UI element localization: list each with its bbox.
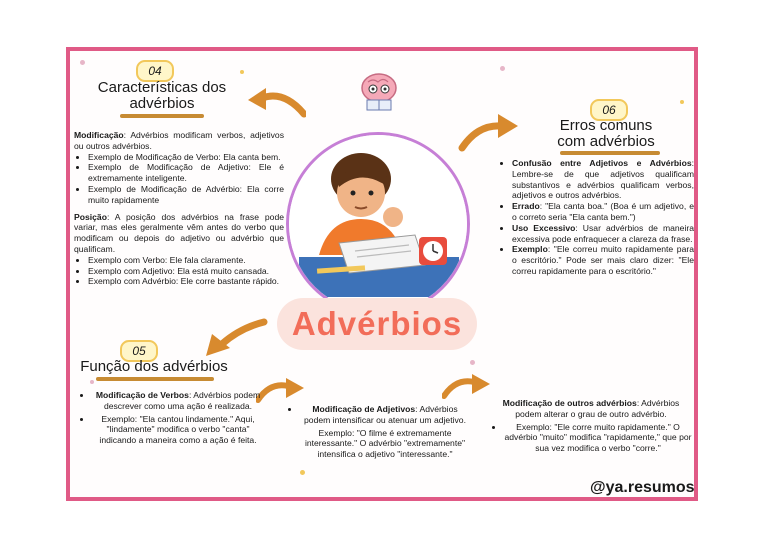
list-item bbox=[512, 244, 694, 276]
decor-dot bbox=[240, 70, 244, 74]
list-item: • Exemplo: "Ele corre muito rapidamente." O advérbio "muito" modifica "rapidamente," que por sua vez modifica o verbo "corre." bbox=[504, 422, 692, 454]
list-item bbox=[92, 390, 264, 412]
position-paragraph bbox=[74, 212, 284, 255]
col1-label: Modificação de Verbos bbox=[95, 390, 189, 400]
list-item: • Exemplo com Advérbio: Ele corre bastante rápido. bbox=[88, 276, 284, 287]
section-06-number: 06 bbox=[590, 99, 628, 121]
list-item: • Exemplo: "Ela cantou lindamente." Aqui, "lindamente" modifica o verbo "canta" indicando a maneira como a ação é feita. bbox=[92, 414, 264, 446]
modification-paragraph bbox=[74, 130, 284, 152]
section-06-body bbox=[498, 158, 694, 277]
error-text: : "Ele correu muito rapidamente para o escritório." Pode ser mais claro dizer: "Ele correu rapidamente para o escritório." bbox=[512, 244, 694, 276]
section-05-col3 bbox=[490, 398, 692, 454]
col3-text: : Advérbios podem alterar o grau de outro advérbio. bbox=[515, 398, 680, 419]
arrow-right-small-icon bbox=[442, 374, 492, 400]
section-05-col1 bbox=[78, 390, 264, 446]
verb-example-list bbox=[78, 414, 264, 446]
section-05-underline bbox=[96, 377, 214, 381]
section-04-title-line2: advérbios bbox=[129, 95, 195, 112]
col3-label: Modificação de outros advérbios bbox=[502, 398, 637, 408]
section-05-number: 05 bbox=[120, 340, 158, 362]
list-item: • Exemplo de Modificação de Adjetivo: Ele é extremamente inteligente. bbox=[88, 162, 284, 184]
error-text: : Lembre-se de que adjetivos qualificam substantivos e advérbios qualificam verbos, adjetivos e outros advérbios. bbox=[512, 158, 694, 201]
section-04-body bbox=[74, 130, 284, 287]
col2-label: Modificação de Adjetivos bbox=[312, 404, 416, 414]
list-item bbox=[512, 223, 694, 245]
arrow-right-icon bbox=[458, 112, 522, 152]
error-text: : Usar advérbios de maneira excessiva pode enfraquecer a clareza da frase. bbox=[512, 222, 694, 244]
modification-label: Modificação bbox=[74, 130, 124, 140]
section-06-underline bbox=[560, 151, 660, 155]
decor-dot bbox=[300, 470, 305, 475]
position-text: : A posição dos advérbios na frase pode variar, mas eles geralmente vêm antes do verbo que modificam ou depois do adjetivo ou advérbio que qualificam. bbox=[74, 211, 284, 254]
decor-dot bbox=[680, 100, 684, 104]
error-label: Exemplo bbox=[512, 244, 548, 255]
col1-text: : Advérbios podem descrever como uma ação é realizada. bbox=[103, 390, 261, 411]
arrow-down-left-icon bbox=[200, 318, 268, 360]
section-04-number: 04 bbox=[136, 60, 174, 82]
section-06-title-line2: com advérbios bbox=[557, 133, 655, 150]
list-item: Exemplo: "O filme é extremamente interessante." O advérbio "extremamente" intensifica o adjetivo "interessante." bbox=[304, 427, 466, 460]
arrow-left-icon bbox=[244, 84, 306, 120]
student-illustration bbox=[286, 132, 470, 316]
other-adverbs-paragraph bbox=[490, 398, 692, 420]
section-05-title: Função dos advérbios bbox=[80, 358, 228, 375]
list-item bbox=[300, 404, 470, 426]
section-06-title-line1: Erros comuns bbox=[559, 117, 653, 134]
brain-mascot-icon bbox=[356, 70, 402, 114]
section-05-col2 bbox=[286, 404, 470, 460]
list-item: • Exemplo com Adjetivo: Ela está muito cansada. bbox=[88, 266, 284, 277]
other-adverbs-example-list bbox=[490, 422, 692, 454]
section-04-title-line1: Características dos bbox=[97, 79, 227, 96]
list-item bbox=[512, 158, 694, 201]
section-04-underline bbox=[120, 114, 204, 118]
list-item bbox=[512, 201, 694, 223]
main-title: Advérbios bbox=[277, 298, 477, 350]
error-text: : "Ela canta boa." (Boa é um adjetivo, e o correto seria "Ela canta bem.") bbox=[512, 201, 694, 222]
decor-dot bbox=[80, 60, 85, 65]
modification-text: : Advérbios modificam verbos, adjetivos ou outros advérbios. bbox=[74, 130, 284, 151]
list-item: • Exemplo com Verbo: Ele fala claramente. bbox=[88, 255, 284, 266]
error-label: Uso Excessivo bbox=[512, 222, 576, 233]
decor-dot bbox=[90, 380, 94, 384]
author-handle: @ya.resumos bbox=[590, 479, 695, 496]
decor-dot bbox=[470, 360, 475, 365]
error-label: Confusão entre Adjetivos e Advérbios bbox=[512, 158, 692, 168]
position-label: Posição bbox=[74, 211, 107, 222]
decor-dot bbox=[500, 66, 505, 71]
adjective-example-list bbox=[286, 428, 470, 460]
modification-examples bbox=[74, 152, 284, 206]
list-item: • Exemplo de Modificação de Verbo: Ela canta bem. bbox=[88, 152, 284, 163]
col2-text: : Advérbios podem intensificar ou atenuar um adjetivo. bbox=[304, 404, 466, 425]
list-item: • Exemplo de Modificação de Advérbio: Ela corre muito rapidamente bbox=[88, 184, 284, 206]
adjective-modification-list bbox=[286, 404, 470, 426]
errors-list bbox=[498, 158, 694, 277]
position-examples bbox=[74, 255, 284, 287]
verb-modification-list bbox=[78, 390, 264, 412]
error-label: Errado bbox=[512, 201, 540, 212]
